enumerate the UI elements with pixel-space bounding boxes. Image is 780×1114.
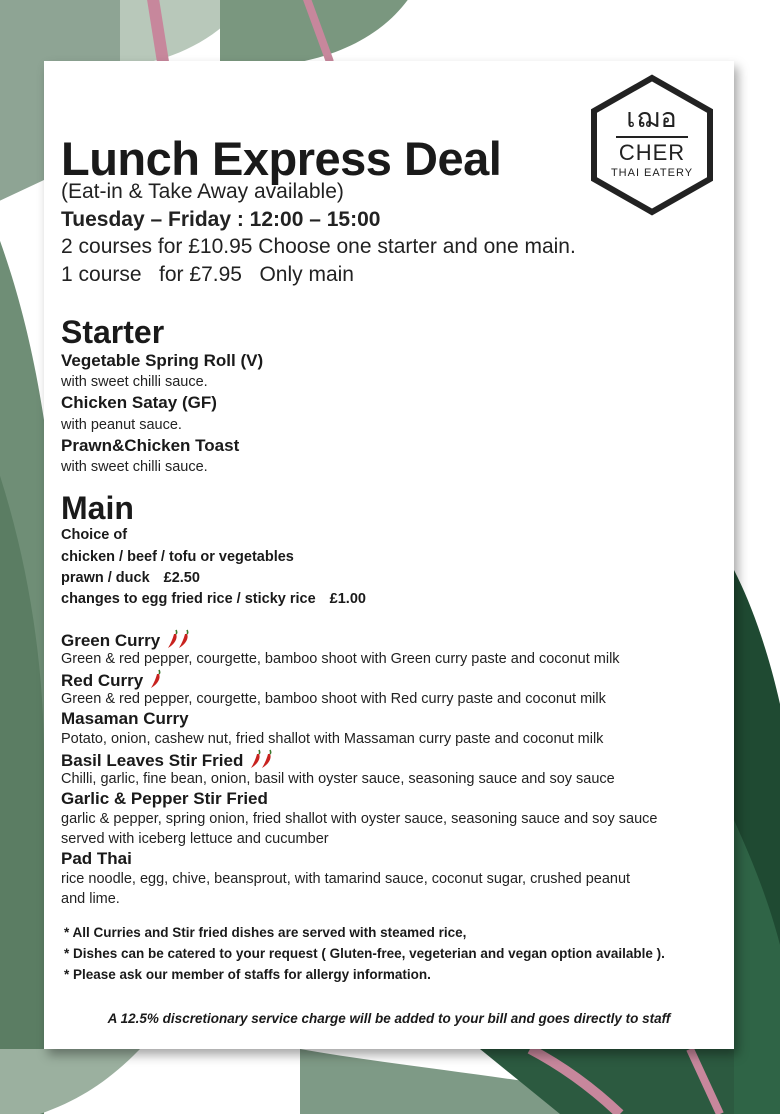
menu-card <box>44 61 734 1049</box>
starter-item-desc: with sweet chilli sauce. <box>61 459 208 475</box>
note-allergy: * Please ask our member of staffs for allergy information. <box>64 967 431 982</box>
starter-heading: Starter <box>61 314 165 350</box>
main-item-desc: Green & red pepper, courgette, bamboo shoot with Green curry paste and coconut milk <box>61 651 620 667</box>
main-item-desc-cont: served with iceberg lettuce and cucumber <box>61 831 329 847</box>
logo-thai-text: เฌอ <box>626 103 678 134</box>
starter-item-name: Chicken Satay (GF) <box>61 393 217 412</box>
logo-subtitle: THAI EATERY <box>610 167 694 179</box>
availability-text: (Eat-in & Take Away available) <box>61 180 344 203</box>
dish-name: Green Curry <box>61 630 161 650</box>
main-item-name: Masaman Curry <box>61 709 189 728</box>
main-choice-label: Choice of <box>61 527 128 543</box>
chilli-icon <box>249 749 271 774</box>
main-item-name: Pad Thai <box>61 849 132 868</box>
main-item-desc: Potato, onion, cashew nut, fried shallot with Massaman curry paste and coconut milk <box>61 731 604 747</box>
chilli-icon <box>149 669 160 694</box>
main-item-desc: rice noodle, egg, chive, beansprout, with tamarind sauce, coconut sugar, crushed peanut <box>61 871 631 887</box>
premium-price: £2.50 <box>163 570 200 586</box>
main-item-name <box>61 749 271 774</box>
premium-label: prawn / duck <box>61 570 150 586</box>
logo-divider <box>616 136 688 138</box>
page-title: Lunch Express Deal <box>61 132 502 185</box>
starter-item-name: Vegetable Spring Roll (V) <box>61 351 264 370</box>
main-choice-base: chicken / beef / tofu or vegetables <box>61 549 294 565</box>
main-item-desc-cont: and lime. <box>61 891 120 907</box>
rice-price: £1.00 <box>329 591 366 607</box>
dish-name: Basil Leaves Stir Fried <box>61 750 244 770</box>
main-item-name: Garlic & Pepper Stir Fried <box>61 789 268 808</box>
leaf-shape <box>0 1049 140 1114</box>
main-item-desc: Chilli, garlic, fine bean, onion, basil with oyster sauce, seasoning sauce and soy sauce <box>61 771 615 787</box>
main-item-name <box>61 669 160 694</box>
starter-item-name: Prawn&Chicken Toast <box>61 436 240 455</box>
dish-name: Red Curry <box>61 670 144 690</box>
note-dietary: * Dishes can be catered to your request ( Gluten-free, vegeterian and vegan option available ). <box>64 946 665 961</box>
main-item-name <box>61 629 188 654</box>
main-choice-premium <box>61 570 200 587</box>
main-item-desc: garlic & pepper, spring onion, fried shallot with oyster sauce, seasoning sauce and soy sauce <box>61 811 658 827</box>
starter-item-desc: with peanut sauce. <box>61 417 182 433</box>
service-charge-note: A 12.5% discretionary service charge will be added to your bill and goes directly to staff <box>107 1011 671 1026</box>
opening-hours: Tuesday – Friday : 12:00 – 15:00 <box>61 208 381 231</box>
offer-one-course: 1 course for £7.95 Only main <box>61 263 354 286</box>
offer-two-courses: 2 courses for £10.95 Choose one starter and one main. <box>61 235 576 258</box>
logo-name: CHER <box>618 140 686 165</box>
starter-item-desc: with sweet chilli sauce. <box>61 374 208 390</box>
rice-label: changes to egg fried rice / sticky rice <box>61 591 316 607</box>
main-heading: Main <box>61 490 134 526</box>
note-rice: * All Curries and Stir fried dishes are served with steamed rice, <box>64 925 467 940</box>
restaurant-logo <box>589 74 715 216</box>
main-choice-rice <box>61 591 366 608</box>
main-item-desc: Green & red pepper, courgette, bamboo shoot with Red curry paste and coconut milk <box>61 691 606 707</box>
chilli-icon <box>166 629 188 654</box>
